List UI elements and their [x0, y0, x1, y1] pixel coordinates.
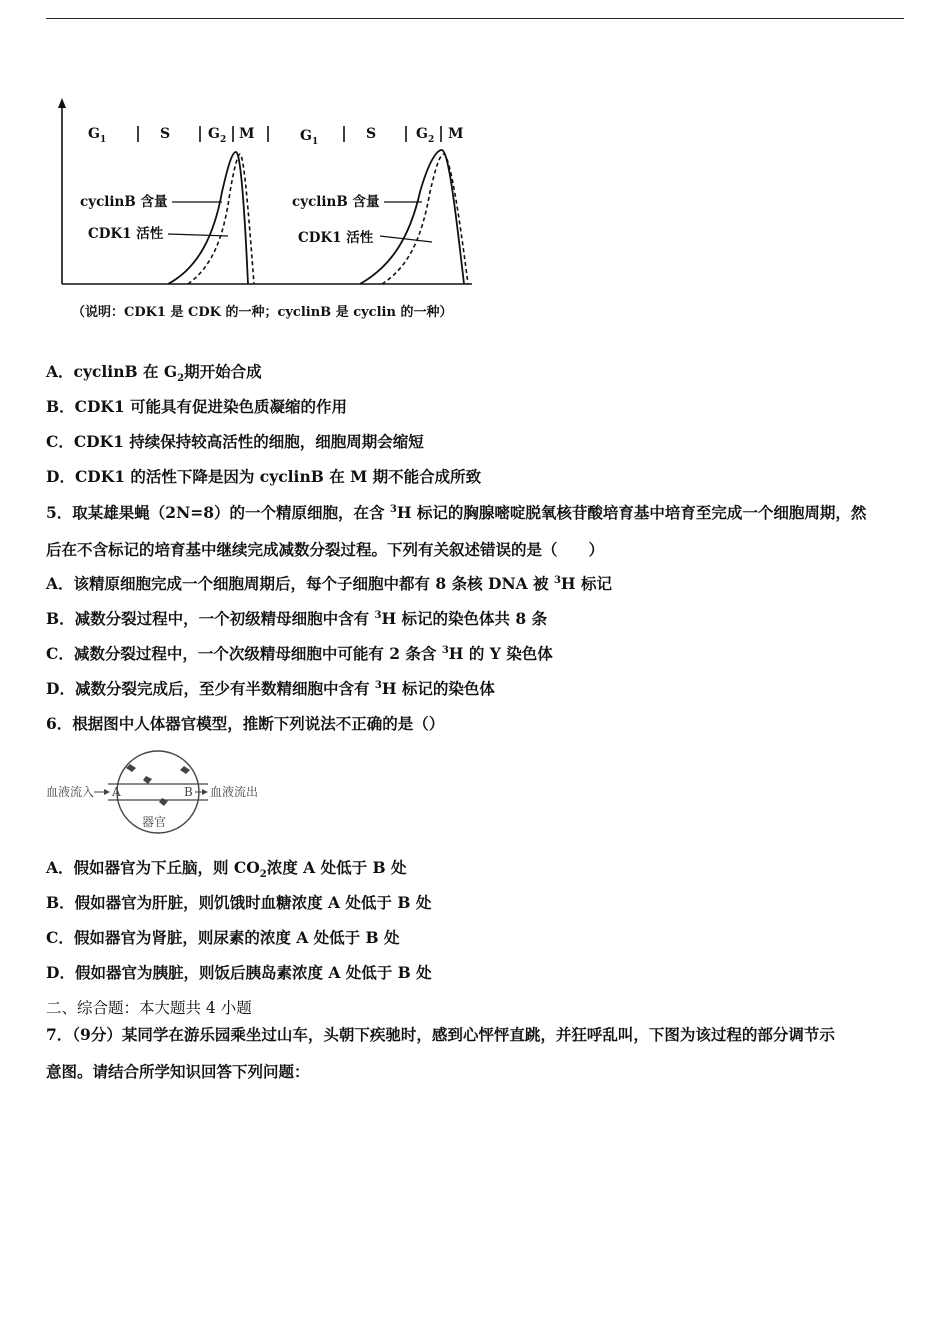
section-2-heading: 二、综合题：本大题共 4 小题 — [46, 999, 252, 1017]
organ-label: 器官 — [142, 815, 167, 829]
label-cyclinb-left: cyclinB 含量 — [80, 194, 168, 210]
q6-option-a: A．假如器官为下丘脑，则 $CO_2$浓度 A 处低于 B 处 — [46, 858, 407, 881]
header-rule — [46, 18, 904, 19]
label-cdk1-left: CDK1 活性 — [88, 226, 164, 242]
q4-option-d: D．CDK1 的活性下降是因为 cyclinB 在 M 期不能合成所致 — [46, 467, 482, 486]
phase-g2-left: $G_2$ — [208, 126, 227, 145]
phase-s-left: S — [160, 126, 171, 142]
outflow-label: 血液流出 — [210, 785, 259, 799]
q5-stem-line1: 5．取某雄果蝇（2N=8）的一个精原细胞，在含 $^3$H 标记的胸腺嘧啶脱氧核苷酸培育基中培育至完成一个细胞周期，然 — [46, 503, 867, 522]
figure1-caption: （说明：CDK1 是 CDK 的一种；cyclinB 是 cyclin 的一种） — [72, 305, 453, 320]
phase-s-right: S — [366, 126, 377, 142]
q5-option-b: B．减数分裂过程中，一个初级精母细胞中含有 $^3$H 标记的染色体共 8 条 — [46, 609, 548, 628]
q6-option-c: C．假如器官为肾脏，则尿素的浓度 A 处低于 B 处 — [46, 928, 400, 947]
point-b-label: B — [184, 785, 193, 799]
q4-option-c: C．CDK1 持续保持较高活性的细胞，细胞周期会缩短 — [46, 432, 424, 451]
q6-stem: 6．根据图中人体器官模型，推断下列说法不正确的是（） — [46, 714, 445, 733]
q5-stem-line2: 后在不含标记的培育基中继续完成减数分裂过程。下列有关叙述错误的是（ ） — [46, 540, 605, 559]
cell-cycle-figure — [48, 96, 548, 328]
q4-option-b: B．CDK1 可能具有促进染色质凝缩的作用 — [46, 397, 348, 416]
phase-g2-right: $G_2$ — [416, 126, 435, 145]
point-a-label: A — [112, 785, 121, 799]
q5-option-c: C．减数分裂过程中，一个次级精母细胞中可能有 2 条含 $^3$H 的 Y 染色体 — [46, 644, 553, 663]
inflow-label: 血液流入 — [46, 785, 95, 799]
q6-option-b: B．假如器官为肝脏，则饥饿时血糖浓度 A 处低于 B 处 — [46, 893, 432, 912]
phase-g1-left: $G_1$ — [88, 126, 107, 145]
phase-g1-right: $G_1$ — [300, 128, 319, 147]
phase-m-left: M — [239, 126, 255, 142]
label-cyclinb-right: cyclinB 含量 — [292, 194, 380, 210]
label-cdk1-right: CDK1 活性 — [298, 230, 374, 246]
q5-option-d: D．减数分裂完成后，至少有半数精细胞中含有 $^3$H 标记的染色体 — [46, 679, 495, 698]
q4-option-a: A．cyclinB 在 $G_2$期开始合成 — [46, 362, 262, 385]
q5-option-a: A．该精原细胞完成一个细胞周期后，每个子细胞中都有 8 条核 DNA 被 $^3$H 标记 — [46, 574, 612, 593]
q6-option-d: D．假如器官为胰脏，则饭后胰岛素浓度 A 处低于 B 处 — [46, 963, 432, 982]
q7-stem-line2: 意图。请结合所学知识回答下列问题： — [46, 1062, 310, 1081]
organ-model-figure — [46, 746, 268, 838]
q7-stem-line1: 7．（9分）某同学在游乐园乘坐过山车，头朝下疾驰时，感到心怦怦直跳，并狂呼乱叫，下图为该过程的部分调节示 — [46, 1025, 835, 1044]
phase-m-right: M — [448, 126, 464, 142]
